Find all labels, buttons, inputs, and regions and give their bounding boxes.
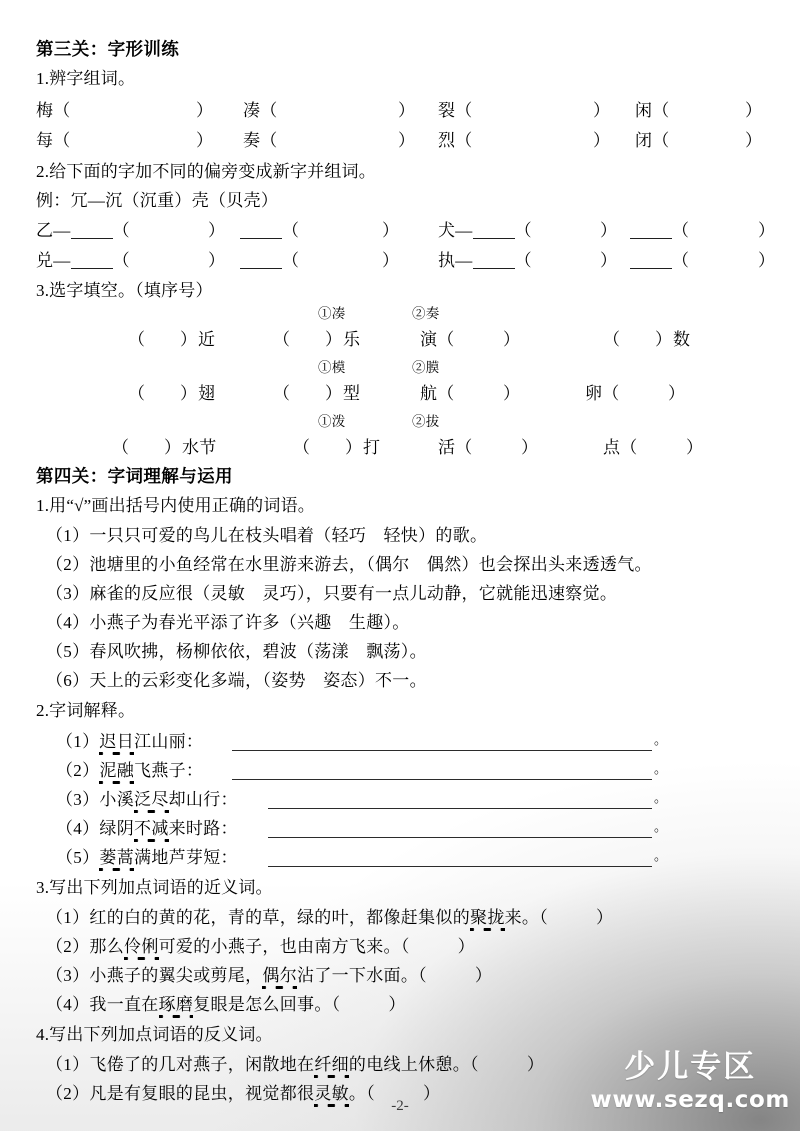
- s4-q2-item4-text: 来时路：: [168, 819, 238, 838]
- char-pair-zou-close: ）: [398, 131, 416, 150]
- s4-q3-item3-after: 沾了一下水面。（: [297, 966, 427, 985]
- q3-g1-item2-open: （: [273, 330, 291, 349]
- q2-paren-close-3: ）: [600, 221, 618, 240]
- q2-blank-zhi-1[interactable]: [473, 268, 515, 269]
- s4-q3-item4-after: 复眼是怎么回事。（: [193, 995, 341, 1014]
- s4-q1-item-2[interactable]: （2）池塘里的小鱼经常在水里游来游去，（偶尔 偶然）也会探出头来透透气。: [46, 555, 652, 574]
- s4-q3-item1-before: 红的白的黄的花，青的草，绿的叶，都像赶集似的: [89, 908, 471, 927]
- s4-q4-title: 4.写出下列加点词语的反义词。: [36, 1025, 273, 1044]
- page-number: -2-: [391, 1098, 409, 1114]
- char-pair-lie-crack: 裂（: [438, 101, 473, 120]
- s4-q3-item1-dotted: 聚拢: [470, 908, 505, 927]
- q3-g2-item2-open: （: [273, 384, 291, 403]
- s4-q4-item2-num: （2）: [46, 1084, 90, 1103]
- q3-g2-option-2: ②膜: [412, 360, 440, 375]
- q3-g3-item2-open: （: [293, 438, 311, 457]
- watermark-brand: 少儿专区: [624, 1049, 757, 1086]
- q2-base-char-zhi: 执—: [438, 251, 473, 270]
- q3-g1-item4-open: （: [603, 330, 621, 349]
- s4-q2-answer-blank-4[interactable]: [268, 837, 652, 838]
- s4-q2-item1-text: 江山丽：: [134, 732, 204, 751]
- q3-g3-item1-open: （: [112, 438, 130, 457]
- q3-g2-item2-close: ）: [325, 384, 343, 403]
- char-pair-mei-close: ）: [196, 101, 214, 120]
- q2-base-char-dui: 兑—: [36, 251, 71, 270]
- q2-paren-open-7: （: [514, 251, 532, 270]
- s4-q4-item1-after: 的电线上休憩。（: [348, 1055, 479, 1074]
- q2-paren-close-4: ）: [758, 221, 776, 240]
- s4-q2-answer-blank-5[interactable]: [268, 866, 652, 867]
- q2-base-char-yi: 乙—: [36, 221, 71, 240]
- q3-title: 3.选字填空。（填序号）: [36, 281, 213, 300]
- char-pair-lie-fierce-close: ）: [593, 131, 611, 150]
- q3-g3-item1-close: ）: [164, 438, 182, 457]
- s4-q3-item2-after: 可爱的小燕子，也由南方飞来。（: [158, 937, 410, 956]
- s4-q3-item4-num: （4）: [46, 995, 90, 1014]
- q2-paren-close-1: ）: [208, 221, 226, 240]
- q3-g1-item4-word: 数: [673, 330, 691, 349]
- char-pair-bi-close: ）: [745, 131, 763, 150]
- q3-g3-item4-word: 点（: [603, 438, 638, 457]
- q2-paren-open-6: （: [282, 251, 300, 270]
- q3-g1-item3-word: 演（: [420, 330, 455, 349]
- q2-example: 例：冗—沉（沉重）壳（贝壳）: [36, 191, 279, 210]
- s4-q3-item3-close: ）: [474, 966, 493, 985]
- q2-paren-open-5: （: [112, 251, 130, 270]
- char-pair-xian: 闲（: [635, 101, 670, 120]
- s4-q4-item2-dotted: 灵敏: [314, 1084, 349, 1103]
- q2-paren-close-5: ）: [208, 251, 226, 270]
- q2-paren-open-1: （: [112, 221, 130, 240]
- char-pair-bi: 闭（: [635, 131, 670, 150]
- q3-g2-item3-close: ）: [503, 384, 521, 403]
- q3-g1-item1-close: ）: [180, 330, 198, 349]
- s4-q3-item3-before: 小燕子的翼尖或剪尾，: [89, 966, 263, 985]
- q2-base-char-quan: 犬—: [438, 221, 473, 240]
- char-pair-mei2: 每（: [36, 131, 71, 150]
- q3-g2-item1-word: 翅: [198, 384, 216, 403]
- section-heading-level3: 第三关：字形训练: [36, 40, 180, 60]
- s4-q3-item2-num: （2）: [46, 937, 90, 956]
- s4-q1-title: 1.用“√”画出括号内使用正确的词语。: [36, 496, 315, 515]
- q3-g3-item4-close: ）: [686, 438, 704, 457]
- q3-g3-item2-word: 打: [363, 438, 381, 457]
- s4-q4-item2-after: 。（: [348, 1084, 376, 1103]
- s4-q2-item3-period: 。: [654, 790, 668, 805]
- q2-paren-close-7: ）: [600, 251, 618, 270]
- q3-g2-option-1: ①模: [318, 360, 346, 375]
- s4-q2-item5-period: 。: [654, 848, 668, 863]
- char-pair-lie-fierce: 烈（: [438, 131, 473, 150]
- char-pair-cou: 凑（: [243, 101, 278, 120]
- s4-q2-item4-before: 绿阴: [99, 819, 135, 838]
- s4-q2-item3-before: 小溪: [99, 790, 135, 809]
- s4-q2-item2-period: 。: [654, 761, 668, 776]
- s4-q2-item3-dotted: 泛尽: [134, 790, 169, 809]
- s4-q3-item4-dotted: 琢磨: [158, 995, 194, 1014]
- s4-q2-title: 2.字词解释。: [36, 701, 136, 720]
- s4-q3-item1-num: （1）: [46, 908, 90, 927]
- char-pair-lie-crack-close: ）: [593, 101, 611, 120]
- q3-g2-item1-open: （: [128, 384, 146, 403]
- s4-q3-item2-close: ）: [457, 937, 475, 956]
- q2-paren-open-2: （: [282, 221, 300, 240]
- s4-q3-item3-dotted: 偶尔: [262, 966, 298, 985]
- s4-q1-item-1[interactable]: （1）一只只可爱的鸟儿在枝头唱着（轻巧 轻快）的歌。: [46, 526, 488, 545]
- q2-paren-open-3: （: [514, 221, 532, 240]
- s4-q4-item1-dotted: 纤细: [314, 1055, 349, 1074]
- s4-q4-item2-before: 凡是有复眼的昆虫，视觉都很: [89, 1084, 315, 1103]
- s4-q2-answer-blank-3[interactable]: [268, 808, 652, 809]
- s4-q2-item5-num: （5）: [56, 848, 100, 867]
- q3-g2-item4-word: 卵（: [585, 384, 620, 403]
- q2-blank-yi-1[interactable]: [71, 238, 113, 239]
- q2-paren-open-8: （: [672, 251, 690, 270]
- s4-q2-item1-num: （1）: [56, 732, 100, 751]
- s4-q2-answer-blank-2[interactable]: [232, 779, 652, 780]
- q3-g3-item2-close: ）: [345, 438, 363, 457]
- s4-q3-item4-close: ）: [388, 995, 406, 1014]
- s4-q2-item5-dotted: 蒌蒿: [99, 848, 135, 867]
- char-pair-zou: 奏（: [243, 131, 278, 150]
- q3-g2-item2-word: 型: [343, 384, 361, 403]
- char-pair-mei: 梅（: [36, 101, 71, 120]
- q3-g1-option-2: ②奏: [412, 306, 440, 321]
- watermark-url: www.sezq.com: [590, 1087, 790, 1113]
- q3-g3-item3-word: 活（: [438, 438, 473, 457]
- s4-q3-item3-num: （3）: [46, 966, 90, 985]
- s4-q4-item1-before: 飞倦了的几对燕子，闲散地在: [89, 1055, 315, 1074]
- q2-blank-quan-2[interactable]: [630, 238, 672, 239]
- s4-q3-item2-before: 那么: [89, 937, 125, 956]
- s4-q2-item3-num: （3）: [56, 790, 100, 809]
- q2-paren-close-8: ）: [758, 251, 776, 270]
- q2-paren-close-2: ）: [382, 221, 400, 240]
- q1-title: 1.辨字组词。: [36, 69, 136, 88]
- s4-q2-answer-blank-1[interactable]: [232, 750, 652, 751]
- q3-g1-item2-word: 乐: [343, 330, 361, 349]
- q3-g2-item3-word: 航（: [420, 384, 455, 403]
- s4-q2-item2-text: 飞燕子：: [134, 761, 204, 780]
- char-pair-xian-close: ）: [745, 101, 763, 120]
- q2-blank-quan-1[interactable]: [473, 238, 515, 239]
- s4-q2-item2-num: （2）: [56, 761, 100, 780]
- q3-g1-item1-open: （: [128, 330, 146, 349]
- q3-g2-item1-close: ）: [180, 384, 198, 403]
- s4-q2-item1-period: 。: [654, 732, 668, 747]
- s4-q3-item2-dotted: 伶俐: [124, 937, 159, 956]
- q3-g1-option-1: ①凑: [318, 306, 346, 321]
- q3-g1-item1-word: 近: [198, 330, 216, 349]
- q3-g2-item4-close: ）: [668, 384, 686, 403]
- s4-q1-item-4[interactable]: （4）小燕子为春光平添了许多（兴趣 生趣）。: [46, 613, 410, 632]
- char-pair-cou-close: ）: [398, 101, 416, 120]
- s4-q3-title: 3.写出下列加点词语的近义词。: [36, 878, 273, 897]
- s4-q1-item-5[interactable]: （5）春风吹拂，杨柳依依，碧波（荡漾 飘荡）。: [46, 642, 427, 661]
- q3-g1-item3-close: ）: [503, 330, 521, 349]
- s4-q2-item2-dotted: 泥融: [99, 761, 135, 780]
- q3-g1-item4-close: ）: [655, 330, 673, 349]
- s4-q3-item4-before: 我一直在: [89, 995, 159, 1014]
- s4-q2-item1-dotted: 迟日: [99, 732, 135, 751]
- s4-q2-item5-text: 满地芦芽短：: [134, 848, 238, 867]
- s4-q1-item-6[interactable]: （6）天上的云彩变化多端，（姿势 姿态）不一。: [46, 671, 427, 690]
- q3-g3-item3-close: ）: [521, 438, 539, 457]
- q3-g3-item1-word: 水节: [182, 438, 217, 457]
- q2-blank-zhi-2[interactable]: [630, 268, 672, 269]
- s4-q4-item1-close: ）: [526, 1055, 545, 1074]
- s4-q2-item4-period: 。: [654, 819, 668, 834]
- q2-blank-dui-2[interactable]: [240, 268, 282, 269]
- section-heading-level4: 第四关：字词理解与运用: [36, 467, 233, 487]
- s4-q2-item4-dotted: 不减: [134, 819, 169, 838]
- s4-q4-item2-close: ）: [423, 1084, 441, 1103]
- q3-g1-item2-close: ）: [325, 330, 343, 349]
- s4-q2-item4-num: （4）: [56, 819, 100, 838]
- char-pair-mei2-close: ）: [196, 131, 214, 150]
- q2-paren-close-6: ）: [382, 251, 400, 270]
- q2-blank-yi-2[interactable]: [240, 238, 282, 239]
- s4-q1-item-3[interactable]: （3）麻雀的反应很（灵敏 灵巧），只要有一点儿动静，它就能迅速察觉。: [46, 584, 618, 603]
- q2-blank-dui-1[interactable]: [71, 268, 113, 269]
- s4-q2-item3-text: 却山行：: [168, 790, 238, 809]
- s4-q3-item1-close: ）: [596, 908, 614, 927]
- s4-q3-item1-after: 来。（: [504, 908, 549, 927]
- q3-g3-option-2: ②拔: [412, 414, 440, 429]
- s4-q4-item1-num: （1）: [46, 1055, 90, 1074]
- q2-paren-open-4: （: [672, 221, 690, 240]
- q3-g3-option-1: ①泼: [318, 414, 346, 429]
- q2-title: 2.给下面的字加不同的偏旁变成新字并组词。: [36, 162, 376, 181]
